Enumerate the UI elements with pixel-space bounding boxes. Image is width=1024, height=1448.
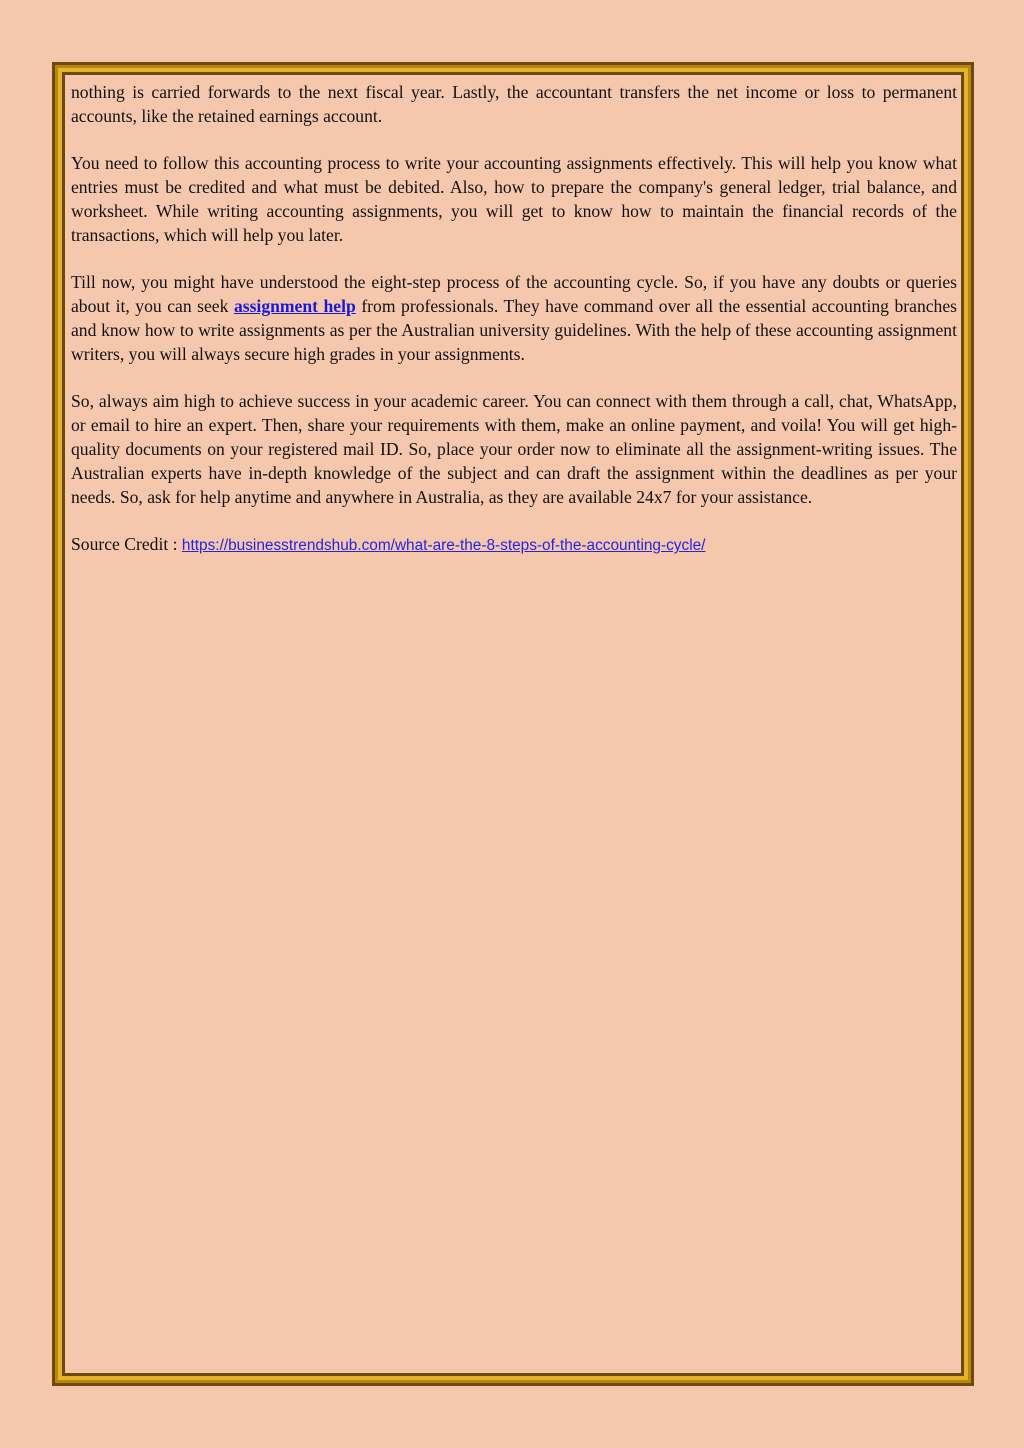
assignment-help-link[interactable]: assignment help [233, 296, 356, 317]
source-credit-label: Source Credit : [71, 534, 182, 555]
paragraph-4: So, always aim high to achieve success in your academic career. You can connect with them through a call, chat, WhatsApp, or email to hire an expert. Then, share your requirements with them, make an online payment, and voila! You will get high-quality documents on your registered mail ID. So, place your order now to eliminate all the assignment-writing issues. The Australian experts have in-depth knowledge of the subject and can draft the assignment within the deadlines as per your needs. So, ask for help anytime and anywhere in Australia, as they are available 24x7 for your assistance. [71, 391, 957, 507]
page-content-area [62, 72, 964, 1376]
paragraph-3 [71, 271, 957, 366]
source-credit [71, 533, 957, 558]
page-border-gold [58, 68, 968, 1380]
paragraph-3-after-link: from professionals. They have command over all the essential accounting branches and know how to write assignments as per the Australian university guidelines. With the help of these accounting assignment writers, you will always secure high grades in your assignments. [71, 296, 957, 364]
paragraph-1: nothing is carried forwards to the next fiscal year. Lastly, the accountant transfers the net income or loss to permanent accounts, like the retained earnings account. [71, 82, 957, 126]
document-body [71, 81, 957, 582]
source-credit-link[interactable]: https://businesstrendshub.com/what-are-the-8-steps-of-the-accounting-cycle/ [181, 537, 706, 555]
paragraph-3-before-link: Till now, you might have understood the eight-step process of the accounting cycle. So, if you have any doubts or queries about it, you can seek [71, 272, 957, 317]
paragraph-2: You need to follow this accounting process to write your accounting assignments effectively. This will help you know what entries must be credited and what must be debited. Also, how to prepare the company's general ledger, trial balance, and worksheet. While writing accounting assignments, you will get to know how to maintain the financial records of the transactions, which will help you later. [71, 153, 957, 245]
page-border-frame [52, 62, 974, 1386]
